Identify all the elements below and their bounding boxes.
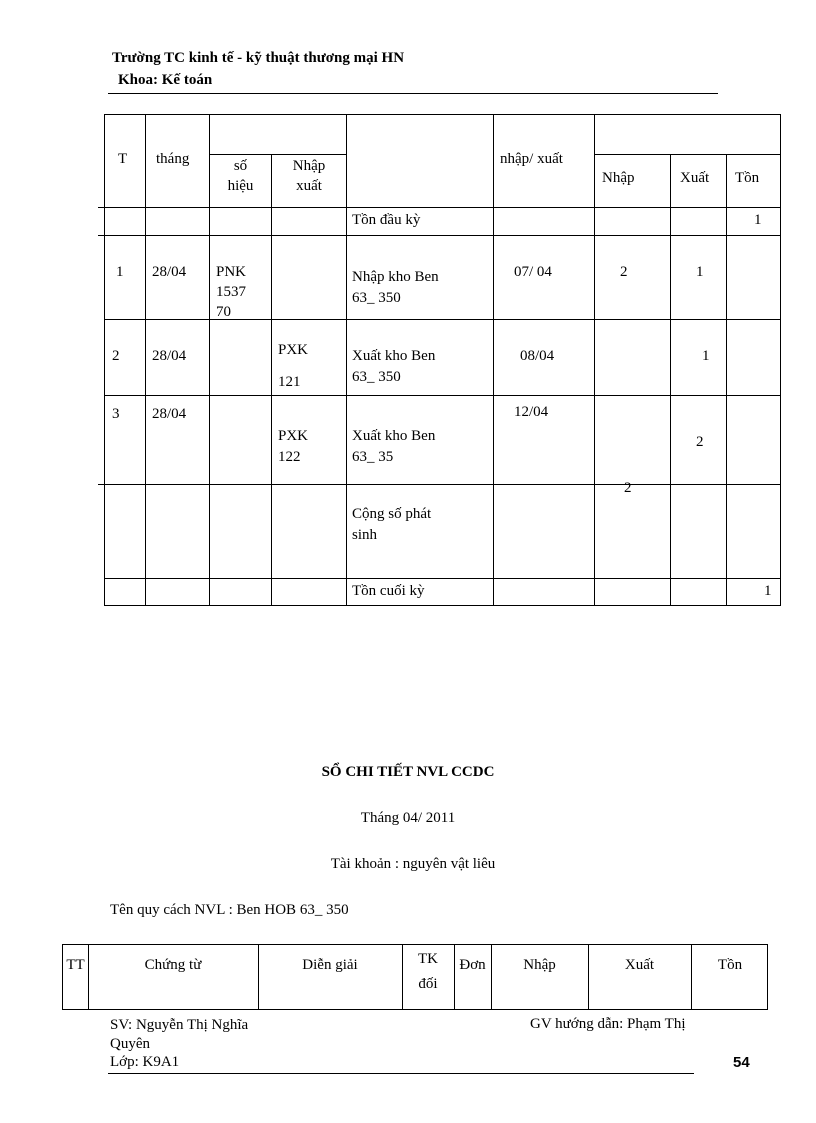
header-rule <box>108 93 718 94</box>
row2-nhap-xuat: PXK 121 <box>278 342 309 390</box>
col-divider <box>491 945 492 1009</box>
col-ton: Tồn <box>717 957 743 973</box>
closing-label: Tồn cuối kỳ <box>352 583 425 599</box>
header-nhap: Nhập <box>602 170 635 186</box>
col-chung-tu: Chứng từ <box>144 957 202 973</box>
col-don: Đơn <box>459 957 486 973</box>
table-border-bottom <box>104 605 781 606</box>
row1-nhap: 2 <box>620 264 628 280</box>
row-line <box>98 484 781 485</box>
header-ton: Tồn <box>735 170 760 186</box>
header-xuat: Xuất <box>680 170 710 186</box>
ledger-month: Tháng 04/ 2011 <box>360 810 456 826</box>
header-thang: tháng <box>156 151 190 167</box>
col-divider <box>691 945 692 1009</box>
row1-date: 28/04 <box>152 264 187 280</box>
row1-desc: Nhập kho Ben 63_ 350 <box>352 269 439 306</box>
col-dien-giai: Diễn giải <box>302 957 358 973</box>
closing-ton: 1 <box>764 583 772 599</box>
row2-ngay: 08/04 <box>520 348 555 364</box>
row-line <box>104 578 781 579</box>
col-divider <box>670 154 671 606</box>
table-border-left <box>104 114 105 606</box>
row1-ngay: 07/ 04 <box>514 264 552 280</box>
footer-student: SV: Nguyễn Thị Nghĩa Quyên <box>110 1017 249 1052</box>
col-divider <box>346 114 347 606</box>
row1-so-hieu: PNK 1537 70 <box>216 264 247 320</box>
opening-label: Tồn đầu kỳ <box>352 212 421 228</box>
row2-date: 28/04 <box>152 348 187 364</box>
col-divider <box>588 945 589 1009</box>
subheader-line <box>209 154 346 155</box>
col-tt: TT <box>66 957 85 973</box>
col-xuat: Xuất <box>624 957 655 973</box>
department-name: Khoa: Kế toán <box>118 72 213 88</box>
col-tk-doi: TK đối <box>418 951 438 992</box>
row3-nhap-xuat: PXK 122 <box>278 428 309 465</box>
opening-ton: 1 <box>754 212 762 228</box>
col-nhap: Nhập <box>523 957 556 973</box>
subheader-line <box>594 154 780 155</box>
row1-stt: 1 <box>116 264 124 280</box>
row-line <box>104 319 781 320</box>
row1-xuat: 1 <box>696 264 704 280</box>
table-border-right <box>780 114 781 606</box>
ledger-account: Tài khoản : nguyên vật liêu <box>330 856 496 872</box>
row3-stt: 3 <box>112 406 120 422</box>
row-line <box>98 207 781 208</box>
col-divider <box>88 945 89 1009</box>
row2-desc: Xuất kho Ben 63_ 350 <box>352 348 436 385</box>
ledger-table <box>104 114 781 606</box>
ledger-title: SỔ CHI TIẾT NVL CCDC <box>321 764 495 780</box>
page-number: 54 <box>733 1054 750 1071</box>
row2-xuat: 1 <box>702 348 710 364</box>
table-border-top <box>104 114 781 115</box>
col-divider <box>493 114 494 606</box>
header-t: T <box>118 151 128 167</box>
school-name: Trường TC kinh tế - kỹ thuật thương mại HN <box>112 50 405 66</box>
footer-rule <box>108 1073 694 1074</box>
header-nhap-xuat: Nhập xuất <box>292 158 326 194</box>
col-divider <box>271 154 272 606</box>
col-divider <box>594 114 595 606</box>
row-line <box>98 235 781 236</box>
col-divider <box>454 945 455 1009</box>
header-so-hieu: số hiệu <box>227 158 254 194</box>
row3-ngay: 12/04 <box>514 404 549 420</box>
ledger-material: Tên quy cách NVL : Ben HOB 63_ 350 <box>110 902 349 918</box>
total-nhap: 2 <box>624 480 632 496</box>
col-divider <box>258 945 259 1009</box>
row-line <box>104 395 781 396</box>
footer-advisor: GV hướng dẫn: Phạm Thị <box>530 1016 686 1032</box>
col-divider <box>726 154 727 606</box>
header-ngay-nhap-xuat: nhập/ xuất <box>500 151 563 167</box>
row3-xuat: 2 <box>696 434 704 450</box>
row3-desc: Xuất kho Ben 63_ 35 <box>352 428 436 465</box>
row3-date: 28/04 <box>152 406 187 422</box>
row2-stt: 2 <box>112 348 120 364</box>
footer-class: Lớp: K9A1 <box>110 1054 180 1070</box>
total-label: Cộng số phát sinh <box>352 506 432 543</box>
detail-table <box>62 944 768 1010</box>
col-divider <box>145 114 146 606</box>
